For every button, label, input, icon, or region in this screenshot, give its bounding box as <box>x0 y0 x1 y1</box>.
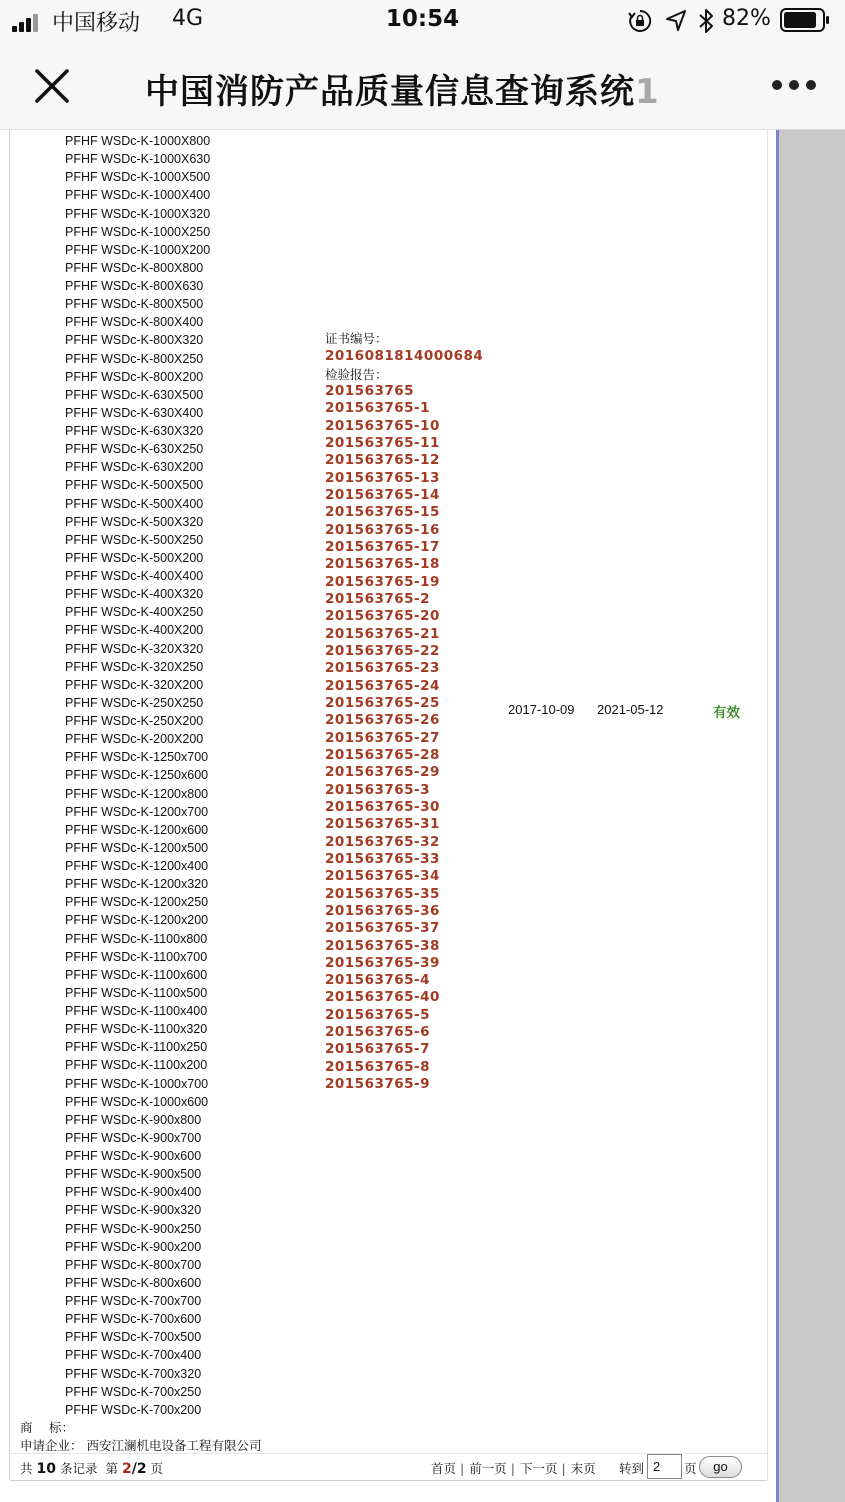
model-item: PFHF WSDc-K-900x700 <box>65 1130 202 1145</box>
report-link[interactable]: 201563765-5 <box>325 1006 431 1023</box>
model-item: PFHF WSDc-K-1200x800 <box>65 786 209 801</box>
model-item: PFHF WSDc-K-250X250 <box>65 695 204 710</box>
model-item: PFHF WSDc-K-1200x250 <box>65 895 209 910</box>
model-item: PFHF WSDc-K-700x500 <box>65 1330 202 1345</box>
total-count: 10 <box>36 1461 56 1477</box>
report-label: 检验报告： <box>325 367 388 382</box>
page-suffix: 页 <box>150 1461 164 1476</box>
model-item: PFHF WSDc-K-1100x400 <box>65 1004 208 1018</box>
goto-label: 转到 <box>619 1461 645 1476</box>
model-item: PFHF WSDc-K-320X250 <box>65 659 204 674</box>
model-item: PFHF WSDc-K-900x500 <box>65 1167 202 1182</box>
page-title-suffix: 1 <box>635 72 660 112</box>
report-link[interactable]: 201563765-18 <box>325 556 440 573</box>
nav-bar <box>0 42 845 130</box>
certificate-label: 证书编号： <box>325 331 388 346</box>
model-item: PFHF WSDc-K-900x400 <box>65 1185 202 1200</box>
model-item: PFHF WSDc-K-630X400 <box>65 405 204 420</box>
model-item: PFHF WSDc-K-630X250 <box>65 442 204 457</box>
report-link[interactable]: 201563765-3 <box>325 781 431 798</box>
model-item: PFHF WSDc-K-500X320 <box>65 514 204 529</box>
model-item: PFHF WSDc-K-800X250 <box>65 351 204 366</box>
model-item: PFHF WSDc-K-1000X320 <box>65 206 211 221</box>
model-item: PFHF WSDc-K-630X500 <box>65 387 204 402</box>
network-type: 4G <box>172 6 204 31</box>
model-item: PFHF WSDc-K-1250x600 <box>65 768 209 783</box>
model-item: PFHF WSDc-K-500X250 <box>65 532 204 547</box>
battery-percent: 82% <box>722 6 771 31</box>
report-link[interactable]: 201563765-37 <box>325 920 440 937</box>
report-link[interactable]: 201563765-31 <box>325 816 440 833</box>
report-link[interactable]: 201563765-28 <box>325 746 440 763</box>
model-item: PFHF WSDc-K-500X400 <box>65 496 204 511</box>
model-item: PFHF WSDc-K-500X200 <box>65 550 204 565</box>
model-item: PFHF WSDc-K-400X320 <box>65 587 204 602</box>
model-item: PFHF WSDc-K-1200x320 <box>65 877 209 892</box>
report-link[interactable]: 201563765-35 <box>325 885 440 902</box>
bluetooth-icon <box>697 7 715 35</box>
pager-separator: | <box>561 1461 566 1476</box>
applicant-label: 申请企业： <box>20 1438 83 1453</box>
model-item: PFHF WSDc-K-1000x700 <box>65 1076 209 1091</box>
model-item: PFHF WSDc-K-1200x500 <box>65 840 209 855</box>
report-link[interactable]: 201563765-12 <box>325 452 440 469</box>
total-pages: 2 <box>136 1461 147 1477</box>
model-item: PFHF WSDc-K-900x250 <box>65 1221 202 1236</box>
certificate-block <box>325 330 515 1093</box>
model-item: PFHF WSDc-K-700x600 <box>65 1312 202 1327</box>
report-link[interactable]: 201563765-34 <box>325 868 440 885</box>
report-link[interactable]: 201563765-13 <box>325 469 440 486</box>
model-item: PFHF WSDc-K-800X800 <box>65 260 204 275</box>
content-divider <box>767 130 768 1480</box>
next-page-link[interactable]: 下一页 <box>519 1461 558 1476</box>
report-link[interactable]: 201563765-15 <box>325 504 440 521</box>
model-item: PFHF WSDc-K-1100x800 <box>65 931 208 946</box>
model-item: PFHF WSDc-K-320X200 <box>65 677 204 692</box>
expiry-date: 2021-05-12 <box>597 702 664 717</box>
model-item: PFHF WSDc-K-900x800 <box>65 1112 202 1127</box>
pager-separator: | <box>510 1461 515 1476</box>
model-list <box>65 132 315 1419</box>
model-item: PFHF WSDc-K-700x200 <box>65 1402 202 1417</box>
model-item: PFHF WSDc-K-900x320 <box>65 1203 202 1218</box>
report-link[interactable]: 201563765-19 <box>325 573 440 590</box>
model-item: PFHF WSDc-K-250X200 <box>65 714 204 728</box>
report-link[interactable]: 201563765-26 <box>325 712 440 729</box>
model-item: PFHF WSDc-K-1000X500 <box>65 170 211 185</box>
go-button[interactable]: go <box>699 1456 742 1478</box>
model-item: PFHF WSDc-K-800x700 <box>65 1257 202 1272</box>
page-prefix: 第 <box>105 1461 118 1476</box>
applicant-row <box>20 1436 262 1454</box>
report-link[interactable]: 201563765-2 <box>325 590 431 607</box>
total-suffix: 条记录 <box>59 1461 98 1476</box>
model-item: PFHF WSDc-K-320X320 <box>65 641 204 656</box>
page-title <box>145 64 660 113</box>
model-item: PFHF WSDc-K-1000x600 <box>65 1094 209 1109</box>
report-link[interactable]: 201563765-1 <box>325 400 431 417</box>
model-item: PFHF WSDc-K-200X200 <box>65 732 204 747</box>
model-item: PFHF WSDc-K-1000X200 <box>65 242 211 257</box>
report-link[interactable]: 201563765-6 <box>325 1024 431 1041</box>
model-item: PFHF WSDc-K-1100x500 <box>65 985 208 1000</box>
page-gutter <box>779 130 845 1502</box>
trademark-label: 商 标： <box>20 1420 74 1435</box>
report-link[interactable]: 201563765-29 <box>325 764 440 781</box>
report-link[interactable]: 201563765-25 <box>325 694 440 711</box>
model-item: PFHF WSDc-K-1000X250 <box>65 224 211 239</box>
report-link[interactable]: 201563765-23 <box>325 660 440 677</box>
report-link[interactable]: 201563765-9 <box>325 1076 431 1093</box>
goto-page-input[interactable] <box>647 1454 682 1479</box>
certificate-number-link[interactable]: 2016081814000684 <box>325 348 484 364</box>
model-item: PFHF WSDc-K-800X200 <box>65 369 204 384</box>
model-item: PFHF WSDc-K-700x250 <box>65 1384 202 1399</box>
total-prefix: 共 <box>20 1461 33 1476</box>
model-item: PFHF WSDc-K-1200x700 <box>65 804 209 819</box>
report-link[interactable]: 201563765-27 <box>325 729 440 746</box>
report-link[interactable]: 201563765-40 <box>325 989 440 1006</box>
pager-separator: | <box>460 1461 465 1476</box>
page-title-text: 中国消防产品质量信息查询系统 <box>145 72 635 112</box>
model-item: PFHF WSDc-K-1200x600 <box>65 822 209 837</box>
report-link[interactable]: 201563765-36 <box>325 902 440 919</box>
model-item: PFHF WSDc-K-500X500 <box>65 478 204 493</box>
model-item: PFHF WSDc-K-700x700 <box>65 1294 202 1308</box>
clock: 10:54 <box>385 6 460 32</box>
model-item: PFHF WSDc-K-1100x200 <box>65 1058 208 1073</box>
status-bar <box>0 0 845 42</box>
report-link[interactable]: 201563765-10 <box>325 417 440 434</box>
model-item: PFHF WSDc-K-400X200 <box>65 623 204 638</box>
last-page-link[interactable]: 末页 <box>570 1461 596 1476</box>
current-page: 2 <box>121 1461 132 1477</box>
model-item: PFHF WSDc-K-400X400 <box>65 569 204 583</box>
model-item: PFHF WSDc-K-400X250 <box>65 605 204 620</box>
bottom-divider <box>10 1480 767 1481</box>
report-link[interactable]: 201563765-17 <box>325 538 440 555</box>
prev-page-link[interactable]: 前一页 <box>469 1461 507 1476</box>
report-link[interactable]: 201563765-30 <box>325 798 440 815</box>
report-link[interactable]: 201563765-14 <box>325 486 440 503</box>
report-link[interactable]: 201563765-38 <box>325 937 440 954</box>
more-icon[interactable] <box>770 80 818 92</box>
model-item: PFHF WSDc-K-900x200 <box>65 1239 202 1254</box>
report-link[interactable]: 201563765-39 <box>325 954 440 971</box>
model-item: PFHF WSDc-K-800x600 <box>65 1275 202 1290</box>
model-item: PFHF WSDc-K-1000X630 <box>65 152 211 167</box>
model-item: PFHF WSDc-K-1100x250 <box>65 1040 208 1055</box>
issue-date: 2017-10-09 <box>508 702 575 717</box>
pager-summary <box>20 1459 163 1477</box>
model-item: PFHF WSDc-K-800X630 <box>65 279 204 293</box>
model-item: PFHF WSDc-K-900x600 <box>65 1149 202 1163</box>
applicant-name: 西安江澜机电设备工程有限公司 <box>86 1438 262 1453</box>
report-link[interactable]: 201563765-16 <box>325 521 440 538</box>
model-item: PFHF WSDc-K-1100x600 <box>65 967 208 982</box>
report-link[interactable]: 201563765 <box>325 383 415 399</box>
report-list <box>325 383 515 1093</box>
page-slash: / <box>131 1461 137 1477</box>
model-item: PFHF WSDc-K-1100x700 <box>65 949 208 964</box>
report-link[interactable]: 201563765-20 <box>325 608 440 625</box>
first-page-link[interactable]: 首页 <box>431 1461 457 1476</box>
pager-links <box>431 1459 596 1477</box>
report-link[interactable]: 201563765-11 <box>325 434 440 451</box>
report-link[interactable]: 201563765-7 <box>325 1041 431 1058</box>
location-icon <box>665 9 687 33</box>
model-item: PFHF WSDc-K-800X320 <box>65 333 204 348</box>
model-item: PFHF WSDc-K-630X320 <box>65 424 204 438</box>
model-item: PFHF WSDc-K-1000X400 <box>65 188 211 203</box>
model-item: PFHF WSDc-K-700x320 <box>65 1366 202 1381</box>
trademark-row <box>20 1418 74 1436</box>
model-item: PFHF WSDc-K-1200x400 <box>65 859 209 873</box>
battery-icon <box>780 8 830 32</box>
orientation-lock-icon <box>628 9 652 33</box>
report-link[interactable]: 201563765-32 <box>325 833 440 850</box>
report-link[interactable]: 201563765-21 <box>325 625 440 642</box>
goto-unit: 页 <box>684 1461 697 1476</box>
carrier-name: 中国移动 <box>52 11 141 36</box>
report-link[interactable]: 201563765-33 <box>325 850 440 867</box>
report-link[interactable]: 201563765-8 <box>325 1058 431 1075</box>
model-item: PFHF WSDc-K-1250x700 <box>65 750 209 765</box>
report-link[interactable]: 201563765-22 <box>325 642 440 659</box>
model-item: PFHF WSDc-K-700x400 <box>65 1348 202 1363</box>
report-link[interactable]: 201563765-4 <box>325 972 431 989</box>
report-link[interactable]: 201563765-24 <box>325 677 440 694</box>
model-item: PFHF WSDc-K-800X500 <box>65 297 204 312</box>
model-item: PFHF WSDc-K-800X400 <box>65 315 204 330</box>
model-item: PFHF WSDc-K-1200x200 <box>65 913 209 928</box>
status-badge: 有效 <box>713 705 740 721</box>
model-item: PFHF WSDc-K-630X200 <box>65 460 204 475</box>
model-item: PFHF WSDc-K-1100x320 <box>65 1022 208 1037</box>
close-icon[interactable] <box>34 68 70 104</box>
model-item: PFHF WSDc-K-1000X800 <box>65 134 211 148</box>
